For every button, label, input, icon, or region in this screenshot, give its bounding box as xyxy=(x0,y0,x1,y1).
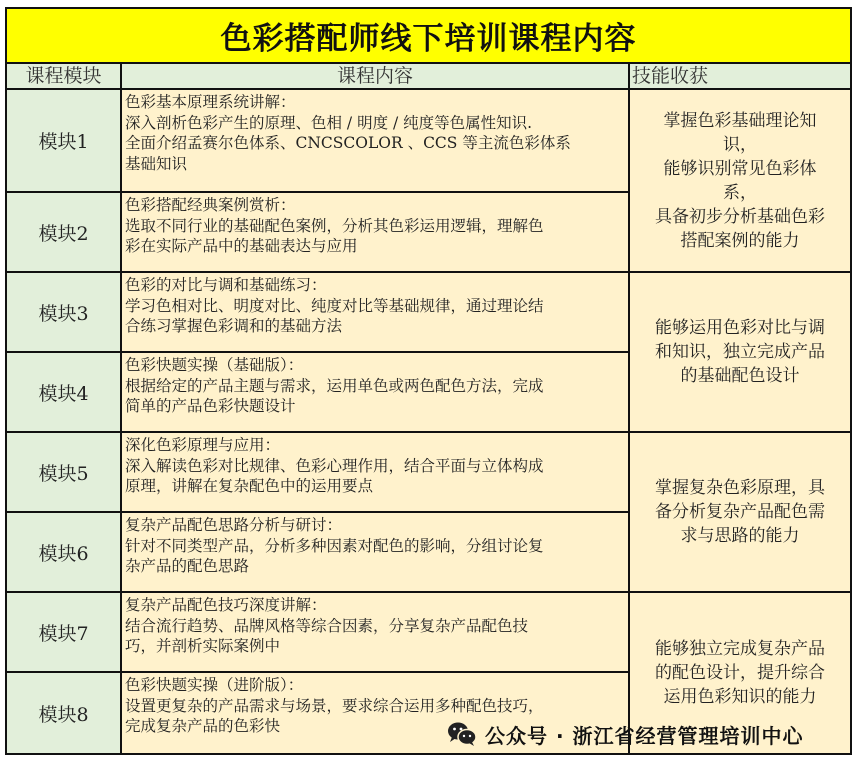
skill-outcome xyxy=(629,272,851,432)
skill-line: 的基础配色设计 xyxy=(680,366,800,386)
module-name: 模块2 xyxy=(6,192,121,272)
module-name: 模块7 xyxy=(6,592,121,672)
module-content xyxy=(121,89,629,192)
module-content xyxy=(121,512,629,592)
content-heading: 色彩搭配经典案例赏析： xyxy=(125,196,296,214)
content-line: 合练习掌握色彩调和的基础方法 xyxy=(125,317,343,335)
skill-line: 掌握色彩基础理论知 xyxy=(663,110,817,131)
content-line: 选取不同行业的基础配色案例，分析其色彩运用逻辑，理解色 xyxy=(125,216,544,235)
header-skills: 技能收获 xyxy=(629,63,851,89)
table-row xyxy=(6,432,851,512)
content-line: 深入解读色彩对比规律、色彩心理作用，结合平面与立体构成 xyxy=(125,456,544,475)
content-line: 基础知识 xyxy=(125,154,188,173)
content-heading: 复杂产品配色技巧深度讲解： xyxy=(125,596,327,614)
skill-line: 能够运用色彩对比与调 xyxy=(655,318,825,338)
title-row xyxy=(6,8,851,63)
content-line: 彩在实际产品中的基础表达与应用 xyxy=(125,237,358,255)
content-heading: 色彩基本原理系统讲解： xyxy=(125,93,296,111)
skill-outcome xyxy=(629,89,851,272)
module-name: 模块1 xyxy=(6,89,121,192)
content-line: 学习色相对比、明度对比、纯度对比等基础规律，通过理论结 xyxy=(125,296,544,315)
wechat-watermark xyxy=(447,718,804,750)
content-line: 针对不同类型产品，分析多种因素对配色的影响，分组讨论复 xyxy=(125,536,544,555)
course-sheet xyxy=(5,7,850,755)
module-content xyxy=(121,192,629,272)
content-heading: 深化色彩原理与应用： xyxy=(125,436,281,454)
content-line: 设置更复杂的产品需求与场景，要求综合运用多种配色技巧， xyxy=(125,696,544,715)
table-row xyxy=(6,272,851,352)
content-line: 杂产品的配色思路 xyxy=(125,557,250,575)
skill-line: 具备初步分析基础色彩 xyxy=(655,206,825,227)
module-name: 模块8 xyxy=(6,672,121,754)
content-line: 全面介绍孟赛尔色体系、CNCSCOLOR 、CCS 等主流色彩体系 xyxy=(125,134,571,152)
content-heading: 色彩快题实操（基础版）： xyxy=(125,356,304,374)
module-name: 模块6 xyxy=(6,512,121,592)
skill-outcome xyxy=(629,432,851,592)
content-line: 巧，并剖析实际案例中 xyxy=(125,637,281,655)
skill-line: 识， xyxy=(723,134,757,155)
header-row xyxy=(6,63,851,89)
course-table xyxy=(5,7,852,755)
table-row xyxy=(6,89,851,192)
module-name: 模块3 xyxy=(6,272,121,352)
header-module: 课程模块 xyxy=(6,63,121,89)
skill-line: 能够独立完成复杂产品 xyxy=(655,639,825,659)
module-content xyxy=(121,352,629,432)
content-heading: 色彩快题实操（进阶版）： xyxy=(125,676,304,694)
skill-line: 的配色设计，提升综合 xyxy=(655,663,825,683)
skill-line: 和知识，独立完成产品 xyxy=(655,342,825,362)
module-name: 模块5 xyxy=(6,432,121,512)
content-line: 深入剖析色彩产生的原理、色相 / 明度 / 纯度等色属性知识. xyxy=(125,113,533,132)
module-name: 模块4 xyxy=(6,352,121,432)
content-line: 结合流行趋势、品牌风格等综合因素，分享复杂产品配色技 xyxy=(125,616,529,635)
skill-line: 求与思路的能力 xyxy=(680,526,800,546)
content-line: 完成复杂产品的色彩快 xyxy=(125,717,281,735)
module-content xyxy=(121,432,629,512)
module-content xyxy=(121,272,629,352)
module-content xyxy=(121,592,629,672)
content-heading: 复杂产品配色思路分析与研讨： xyxy=(125,516,343,534)
content-line: 简单的产品色彩快题设计 xyxy=(125,397,296,415)
table-row xyxy=(6,592,851,672)
content-line: 根据给定的产品主题与需求，运用单色或两色配色方法，完成 xyxy=(125,376,544,395)
wechat-icon xyxy=(447,721,477,747)
page-title: 色彩搭配师线下培训课程内容 xyxy=(6,8,851,63)
header-content: 课程内容 xyxy=(121,63,629,89)
skill-line: 能够识别常见色彩体 xyxy=(663,158,817,179)
content-line: 原理，讲解在复杂配色中的运用要点 xyxy=(125,477,374,495)
skill-line: 搭配案例的能力 xyxy=(680,230,800,251)
watermark-text: 公众号 · 浙江省经营管理培训中心 xyxy=(485,723,804,748)
skill-line: 运用色彩知识的能力 xyxy=(663,687,817,707)
skill-line: 系， xyxy=(723,182,757,203)
skill-line: 备分析复杂产品配色需 xyxy=(655,502,825,522)
skill-line: 掌握复杂色彩原理，具 xyxy=(655,478,825,498)
content-heading: 色彩的对比与调和基础练习： xyxy=(125,276,327,294)
